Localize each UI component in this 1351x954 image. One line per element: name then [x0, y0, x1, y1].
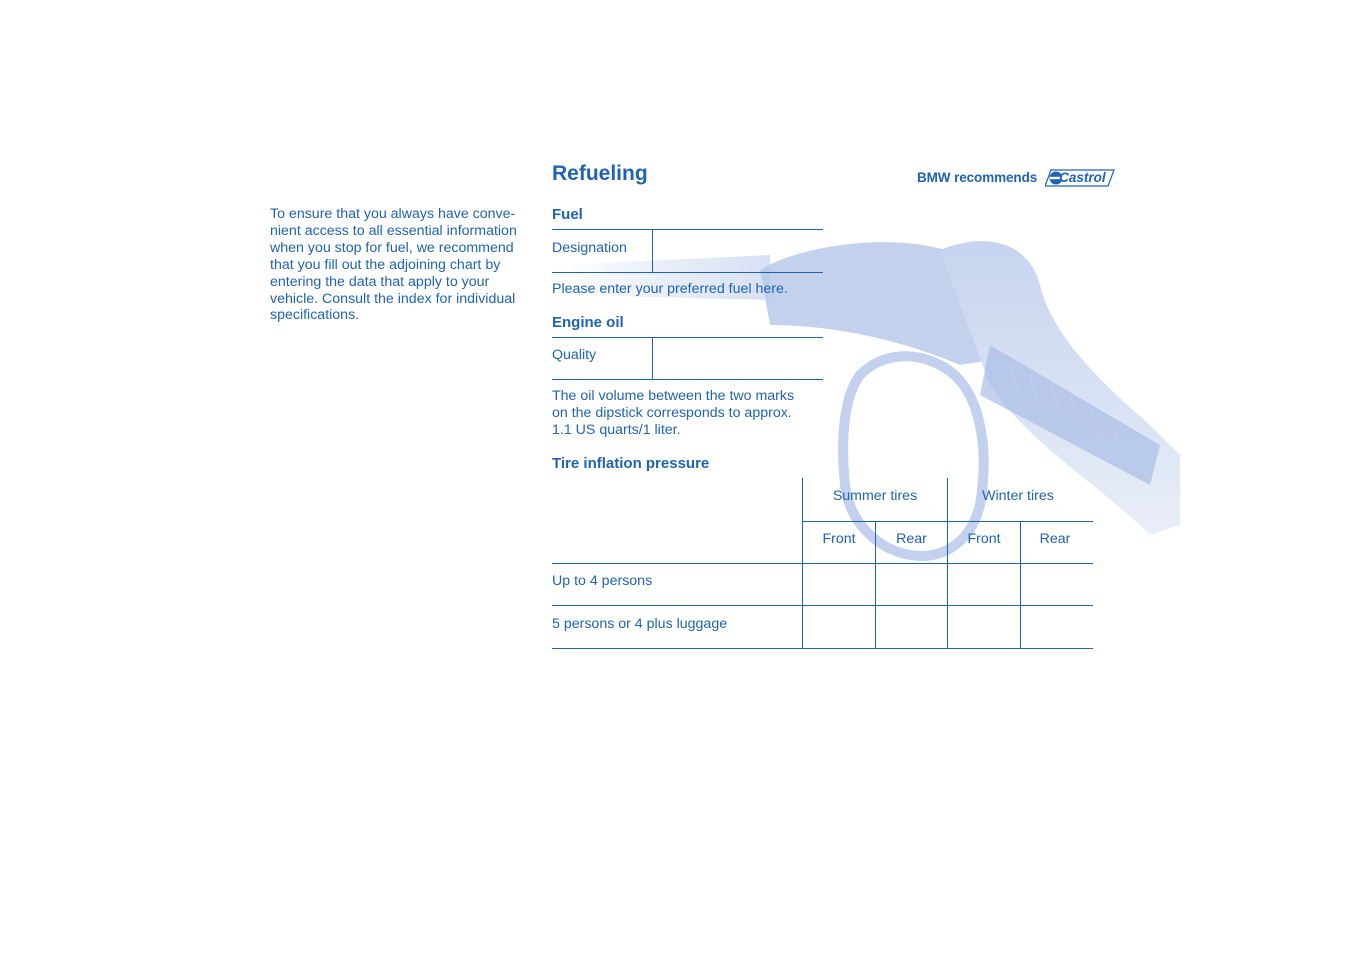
page-title: Refueling: [552, 162, 648, 185]
tire-pressure-heading: Tire inflation pressure: [552, 455, 710, 472]
fuel-designation-field[interactable]: [653, 230, 823, 272]
fuel-designation-label: Designation: [552, 240, 627, 256]
oil-volume-note: The oil volume between the two marks on the dipstick corresponds to approx. 1.1 US quarts/1 liter.: [552, 388, 795, 438]
row-label-5-persons: 5 persons or 4 plus luggage: [552, 616, 728, 632]
fuel-heading: Fuel: [552, 206, 583, 223]
winter-front-header: Front: [967, 531, 1001, 547]
cell-up4-winter-rear[interactable]: [1021, 564, 1093, 605]
cell-up4-summer-rear[interactable]: [876, 564, 947, 605]
cell-5p-summer-rear[interactable]: [876, 606, 947, 648]
tire-table-bottom-rule: [552, 648, 1093, 649]
cell-5p-winter-rear[interactable]: [1021, 606, 1093, 648]
cell-5p-winter-front[interactable]: [948, 606, 1020, 648]
summer-tires-header: Summer tires: [832, 488, 918, 504]
brand-text: BMW recommends: [917, 170, 1038, 185]
cell-up4-summer-front[interactable]: [803, 564, 875, 605]
fuel-note: Please enter your preferred fuel here.: [552, 281, 788, 297]
brand-recommendation: [917, 169, 1111, 186]
cell-5p-summer-front[interactable]: [803, 606, 875, 648]
summer-front-header: Front: [822, 531, 856, 547]
summer-rear-header: Rear: [896, 531, 927, 547]
row-label-up-to-4: Up to 4 persons: [552, 573, 653, 589]
oil-quality-label: Quality: [552, 347, 597, 363]
castrol-logo: [1045, 169, 1111, 186]
engine-oil-heading: Engine oil: [552, 314, 624, 331]
castrol-logo-text: Castrol: [1059, 170, 1106, 185]
intro-text: To ensure that you always have conve- nient access to all essential information when you stop for fuel, we recommend that you fill out the adjoining chart by entering the data that apply to your vehicle. Consult the index for individual specifications.: [270, 206, 517, 324]
tire-table-group-rule: [802, 521, 1093, 522]
winter-tires-header: Winter tires: [982, 488, 1054, 504]
cell-up4-winter-front[interactable]: [948, 564, 1020, 605]
fuel-table-bottom-rule: [552, 272, 823, 273]
winter-rear-header: Rear: [1039, 531, 1071, 547]
oil-quality-field[interactable]: [653, 338, 823, 379]
oil-table-bottom-rule: [552, 379, 823, 380]
